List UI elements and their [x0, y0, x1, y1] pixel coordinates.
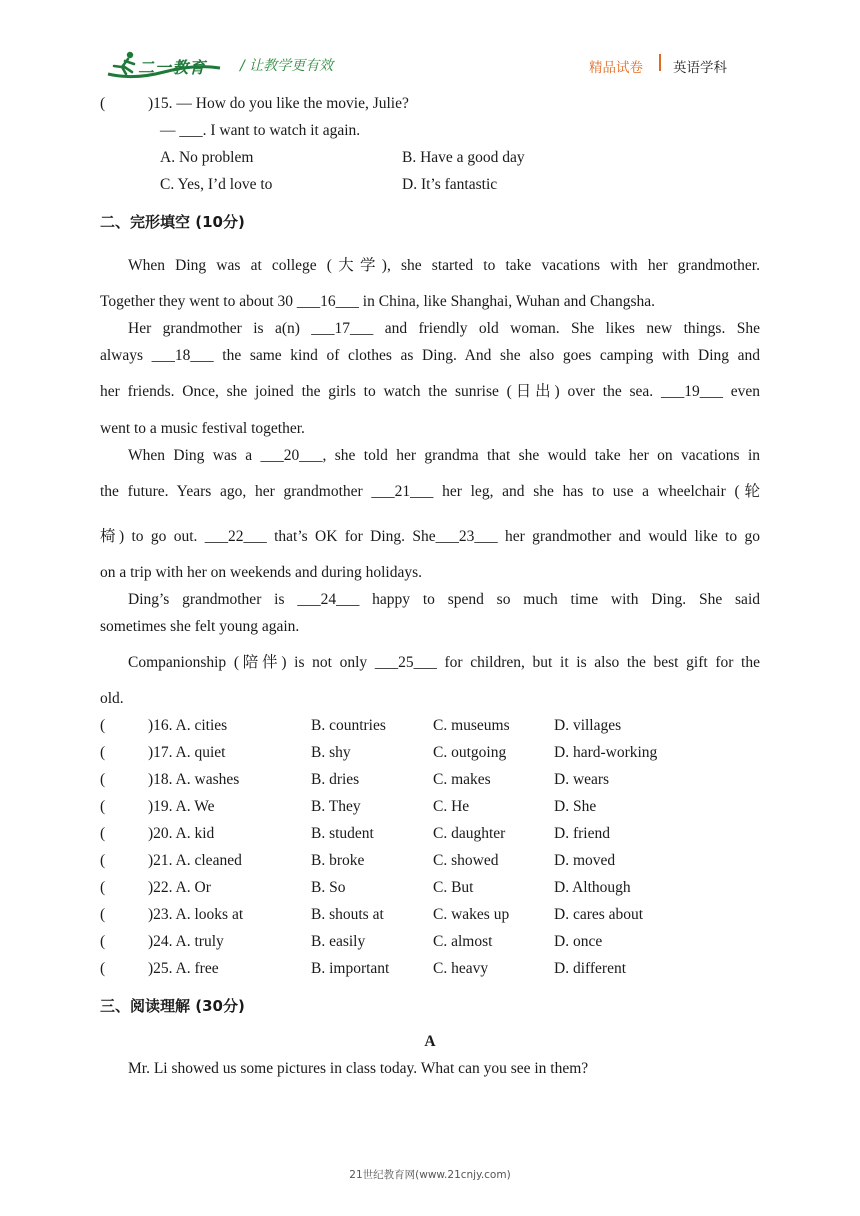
brand-name: 二一教育: [138, 58, 207, 77]
passage-line: When Ding was a ___20___, she told her grandma that she would take her on vacations in: [128, 447, 760, 464]
q17-option-c: C. outgoing: [433, 744, 507, 761]
passage-line: on a trip with her on weekends and during holidays.: [100, 564, 422, 581]
q17-option-d: D. hard-working: [554, 744, 658, 761]
passage-line: When Ding was at college (大学), she started to take vacations with her grandmother.: [128, 257, 760, 274]
q24-option-d: D. once: [554, 933, 603, 950]
passage-line: went to a music festival together.: [100, 420, 305, 437]
q20-option-d: D. friend: [554, 825, 610, 842]
q15-reply: — ___. I want to watch it again.: [160, 122, 361, 139]
q23-paren: (: [100, 906, 106, 923]
q24-option-c: C. almost: [433, 933, 493, 950]
passage-line: always ___18___ the same kind of clothes as Ding. And she also goes camping with Ding and: [100, 347, 760, 364]
q20-option-c: C. daughter: [433, 825, 506, 842]
q20-paren: (: [100, 825, 106, 842]
header-badge: 精品试卷: [589, 60, 643, 76]
q19-option-c: C. He: [433, 798, 470, 815]
q23-option-a: )23. A. looks at: [148, 906, 244, 923]
passage-line: 椅) to go out. ___22___ that’s OK for Ding. She___23___ her grandmother and would like to go: [100, 528, 760, 545]
passage-line: old.: [100, 690, 124, 707]
q20-option-a: )20. A. kid: [148, 825, 215, 842]
q21-option-a: )21. A. cleaned: [148, 852, 242, 869]
q21-option-b: B. broke: [311, 852, 365, 869]
q25-paren: (: [100, 960, 106, 977]
header-divider: [659, 54, 661, 71]
q19-option-a: )19. A. We: [148, 798, 215, 815]
q21-option-c: C. showed: [433, 852, 499, 869]
q16-paren: (: [100, 717, 106, 734]
q15-option-d: D. It’s fantastic: [402, 176, 498, 193]
q22-paren: (: [100, 879, 106, 896]
q23-option-d: D. cares about: [554, 906, 644, 923]
passage-line: Her grandmother is a(n) ___17___ and friendly old woman. She likes new things. She: [128, 320, 760, 337]
q16-option-a: )16. A. cities: [148, 717, 228, 734]
q18-option-a: )18. A. washes: [148, 771, 240, 788]
q17-option-a: )17. A. quiet: [148, 744, 226, 761]
passage-line: Together they went to about 30 ___16___ in China, like Shanghai, Wuhan and Changsha.: [100, 293, 656, 310]
q18-option-c: C. makes: [433, 771, 491, 788]
q17-paren: (: [100, 744, 106, 761]
section-reading-title: 三、阅读理解 (30分): [100, 997, 245, 1015]
page-footer: 21世纪教育网(www.21cnjy.com): [349, 1169, 511, 1181]
passage-line: Ding’s grandmother is ___24___ happy to spend so much time with Ding. She said: [128, 591, 760, 608]
q15-option-c: C. Yes, I’d love to: [160, 176, 273, 193]
q19-paren: (: [100, 798, 106, 815]
q18-paren: (: [100, 771, 106, 788]
passage-line: Companionship (陪伴) is not only ___25___ for children, but it is also the best gift for the: [128, 654, 760, 671]
brand-slogan: / 让教学更有效: [240, 58, 334, 74]
q15-stem: )15. — How do you like the movie, Julie?: [148, 95, 409, 112]
header-subject: 英语学科: [673, 60, 727, 76]
q16-option-c: C. museums: [433, 717, 510, 734]
q23-option-c: C. wakes up: [433, 906, 510, 923]
section-cloze-title: 二、完形填空 (10分): [100, 213, 245, 231]
q22-option-c: C. But: [433, 879, 474, 896]
q16-option-d: D. villages: [554, 717, 622, 734]
q25-option-d: D. different: [554, 960, 627, 977]
q22-option-a: )22. A. Or: [148, 879, 211, 896]
q15-paren: (: [100, 95, 106, 112]
q20-option-b: B. student: [311, 825, 374, 842]
q18-option-d: D. wears: [554, 771, 610, 788]
passage-line: her friends. Once, she joined the girls to watch the sunrise (日出) over the sea. ___19___ even: [100, 383, 760, 400]
q22-option-d: D. Although: [554, 879, 631, 896]
q19-option-b: B. They: [311, 798, 361, 815]
q15-option-b: B. Have a good day: [402, 149, 525, 166]
reading-part-heading: A: [424, 1033, 436, 1050]
q18-option-b: B. dries: [311, 771, 360, 788]
q16-option-b: B. countries: [311, 717, 386, 734]
q17-option-b: B. shy: [311, 744, 351, 761]
passage-line: the future. Years ago, her grandmother ___21___ her leg, and she has to use a wheelchair (轮: [100, 483, 760, 500]
q22-option-b: B. So: [311, 879, 346, 896]
q25-option-a: )25. A. free: [148, 960, 219, 977]
passage-line: sometimes she felt young again.: [100, 618, 300, 635]
q25-option-b: B. important: [311, 960, 390, 977]
q24-option-a: )24. A. truly: [148, 933, 224, 950]
q21-paren: (: [100, 852, 106, 869]
q25-option-c: C. heavy: [433, 960, 489, 977]
reading-intro: Mr. Li showed us some pictures in class today. What can you see in them?: [128, 1060, 589, 1077]
q24-paren: (: [100, 933, 106, 950]
q23-option-b: B. shouts at: [311, 906, 384, 923]
q15-option-a: A. No problem: [160, 149, 254, 166]
q21-option-d: D. moved: [554, 852, 616, 869]
q24-option-b: B. easily: [311, 933, 366, 950]
q19-option-d: D. She: [554, 798, 597, 815]
